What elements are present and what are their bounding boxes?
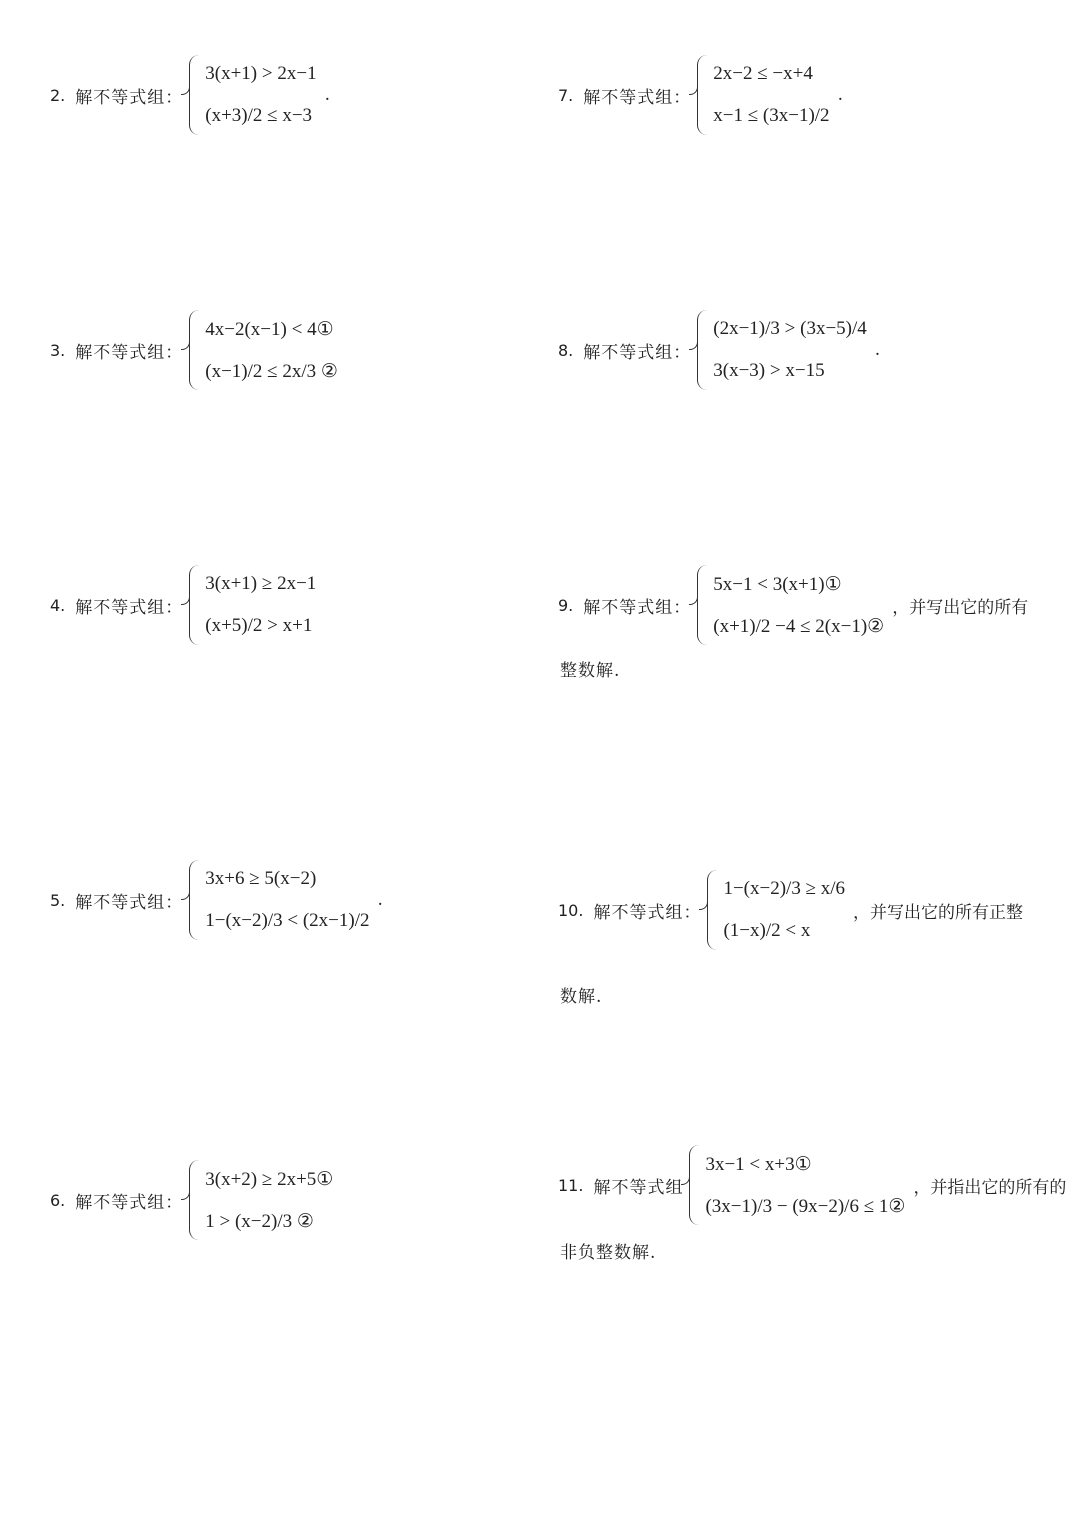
- inequality-line: 5x−1 < 3(x+1)①: [713, 573, 842, 595]
- problem-label: 解不等式组：: [583, 342, 692, 363]
- inequality-line: 3x−1 < x+3①: [705, 1153, 812, 1175]
- brace-icon: [689, 1145, 701, 1225]
- problem-4: [50, 565, 316, 645]
- problem-label: 解不等式组：: [583, 597, 692, 618]
- problem-label: 解不等式组：: [593, 902, 702, 923]
- problem-label: 解不等式组：: [75, 342, 184, 363]
- problem-10: [558, 870, 1023, 950]
- inequality-line: 1−(x−2)/3 < (2x−1)/2: [205, 910, 370, 931]
- problem-label: 解不等式组：: [583, 87, 692, 108]
- problem-label: 解不等式组：: [75, 1192, 184, 1213]
- problem-label: 解不等式组：: [75, 87, 184, 108]
- problem-number: 5.: [50, 890, 66, 910]
- inequality-line: 2x−2 ≤ −x+4: [713, 63, 813, 84]
- inequality-system: [697, 565, 884, 645]
- inequality-system: [707, 870, 845, 950]
- inequality-line: 1 > (x−2)/3 ②: [205, 1210, 314, 1232]
- problem-label: 解不等式组：: [75, 597, 184, 618]
- problem-number: 4.: [50, 595, 66, 615]
- problem-number: 8.: [558, 340, 574, 360]
- problem-3: [50, 310, 338, 390]
- problem-instruction: ，并写出它的所有正整: [853, 902, 1024, 923]
- brace-icon: [697, 565, 709, 645]
- inequality-line: (x−1)/2 ≤ 2x/3 ②: [205, 360, 338, 382]
- problem-number: 7.: [558, 85, 574, 105]
- inequality-line: (2x−1)/3 > (3x−5)/4: [713, 318, 867, 339]
- inequality-line: 1−(x−2)/3 ≥ x/6: [723, 878, 846, 899]
- problem-number: 3.: [50, 340, 66, 360]
- inequality-system: [189, 55, 316, 135]
- problem-instruction: ，并写出它的所有: [892, 597, 1029, 618]
- problem-instruction: .: [377, 890, 383, 910]
- brace-icon: [189, 565, 201, 645]
- problem-2: [50, 55, 330, 135]
- inequality-line: (x+5)/2 > x+1: [205, 615, 313, 636]
- problem-number: 6.: [50, 1190, 66, 1210]
- brace-icon: [189, 860, 201, 940]
- brace-icon: [189, 310, 201, 390]
- problem-number: 11.: [558, 1175, 584, 1195]
- inequality-line: 3(x+2) ≥ 2x+5①: [205, 1168, 334, 1190]
- inequality-system: [189, 1160, 333, 1240]
- problem-6: [50, 1160, 333, 1240]
- inequality-line: x−1 ≤ (3x−1)/2: [713, 105, 830, 126]
- problem-5: [50, 860, 383, 940]
- problem-continuation: 数解.: [560, 987, 603, 1007]
- inequality-line: 3(x+1) > 2x−1: [205, 63, 317, 84]
- problem-instruction: ，并指出它的所有的: [913, 1177, 1067, 1198]
- problem-continuation: 非负整数解.: [560, 1243, 657, 1263]
- problem-instruction: .: [874, 340, 881, 360]
- problem-8: [558, 310, 880, 390]
- inequality-line: 3(x−3) > x−15: [713, 360, 825, 381]
- inequality-line: (x+3)/2 ≤ x−3: [205, 105, 313, 126]
- brace-icon: [189, 55, 201, 135]
- problem-instruction: .: [837, 85, 843, 105]
- problem-number: 10.: [558, 900, 584, 920]
- inequality-line: 4x−2(x−1) < 4①: [205, 318, 334, 340]
- inequality-system: [189, 565, 316, 645]
- inequality-line: (1−x)/2 < x: [723, 920, 811, 941]
- brace-icon: [189, 1160, 201, 1240]
- problem-label: 解不等式组: [593, 1177, 684, 1198]
- brace-icon: [697, 310, 709, 390]
- problem-label: 解不等式组：: [75, 892, 184, 913]
- problem-11: [558, 1145, 1066, 1225]
- inequality-line: (x+1)/2 −4 ≤ 2(x−1)②: [713, 615, 885, 637]
- inequality-system: [189, 860, 369, 940]
- problem-number: 9.: [558, 595, 574, 615]
- problem-continuation: 整数解.: [560, 661, 621, 681]
- inequality-line: 3x+6 ≥ 5(x−2): [205, 868, 317, 889]
- inequality-system: [697, 310, 867, 390]
- inequality-system: [697, 55, 829, 135]
- inequality-system: [689, 1145, 905, 1225]
- inequality-system: [189, 310, 338, 390]
- inequality-line: 3(x+1) ≥ 2x−1: [205, 573, 317, 594]
- brace-icon: [697, 55, 709, 135]
- problem-instruction: .: [324, 85, 330, 105]
- problem-7: [558, 55, 843, 135]
- inequality-line: (3x−1)/3 − (9x−2)/6 ≤ 1②: [705, 1195, 906, 1217]
- problem-9: [558, 565, 1028, 645]
- brace-icon: [707, 870, 719, 950]
- problem-number: 2.: [50, 85, 66, 105]
